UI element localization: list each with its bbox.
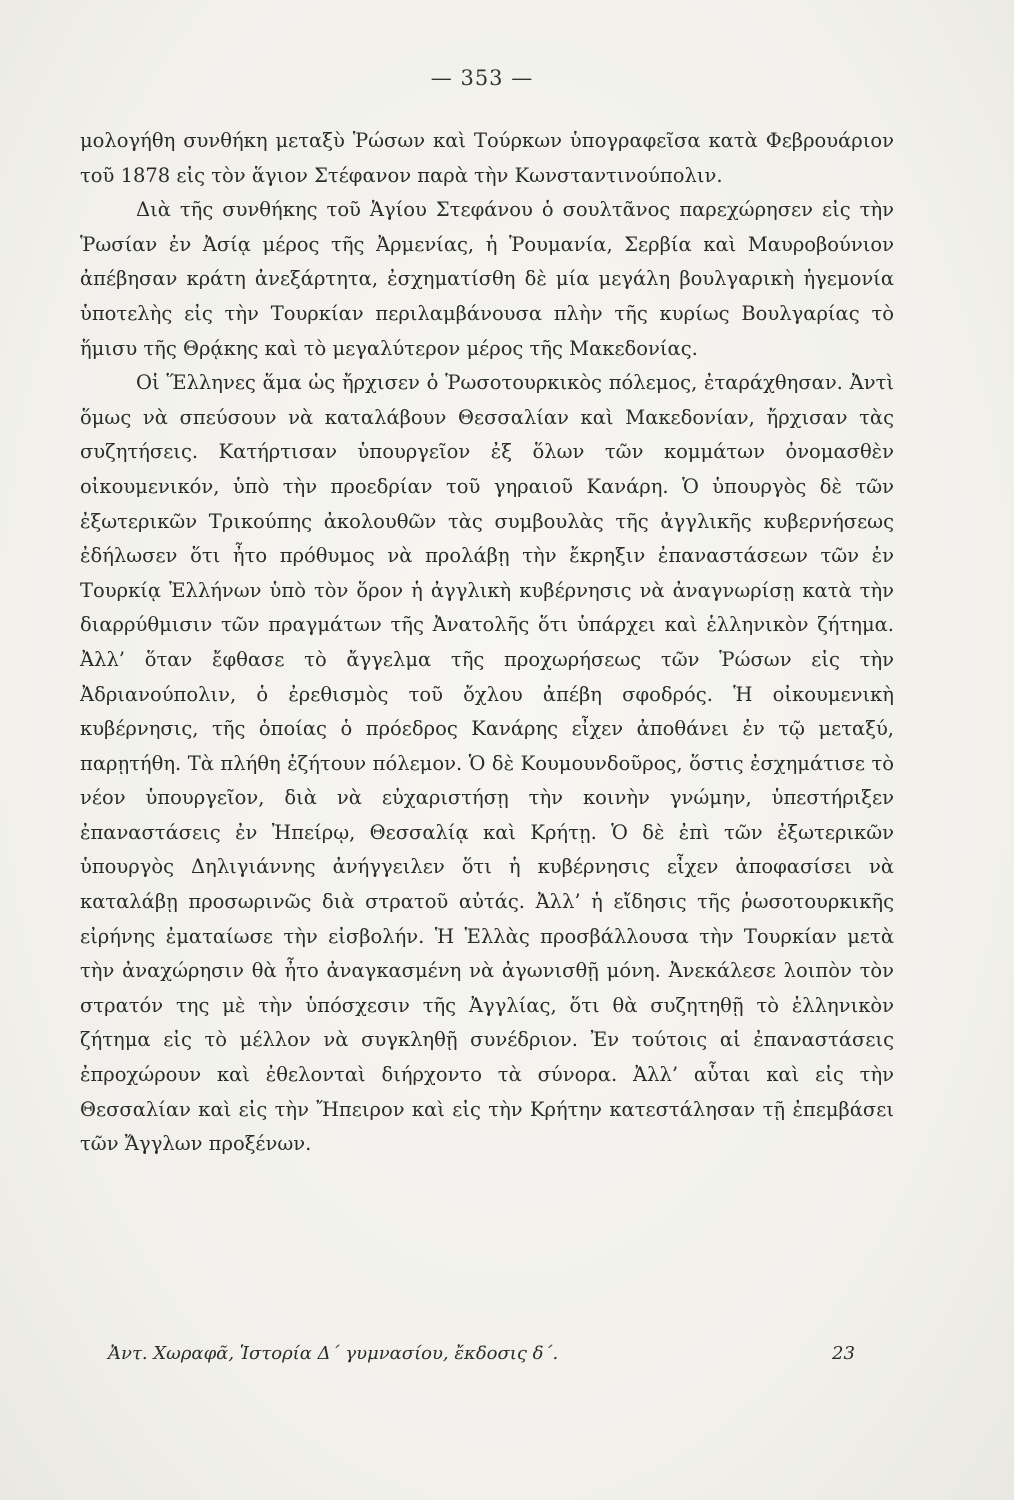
footer-credit: Ἀντ. Χωραφᾶ, Ἱστορία Δ΄ γυμνασίου, ἔκδοσις δ΄. (108, 1343, 559, 1364)
paragraph-greeks: Οἱ Ἕλληνες ἅμα ὡς ἤρχισεν ὁ Ῥωσοτουρκικὸς πόλεμος, ἐταράχθησαν. Ἀντὶ ὅμως νὰ σπεύσουν νὰ καταλάβουν Θεσσαλίαν καὶ Μακεδονίαν, ἤρχισαν τὰς συζητήσεις. Κατήρτισαν ὑπουργεῖον ἐξ ὅλων τῶν κομμάτων ὀνομασθὲν οἰκουμενικόν, ὑπὸ τὴν προεδρίαν τοῦ γηραιοῦ Κανάρη. Ὁ ὑπουργὸς δὲ τῶν ἐξωτερικῶν Τρικούπης ἀκολουθῶν τὰς συμβουλὰς τῆς ἀγγλικῆς κυβερνήσεως ἐδήλωσεν ὅτι ἦτο πρόθυμος νὰ προλάβῃ τὴν ἔκρηξιν ἐπαναστάσεων τῶν ἐν Τουρκίᾳ Ἑλλήνων ὑπὸ τὸν ὅρον ἡ ἀγγλικὴ κυβέρνησις νὰ ἀναγνωρίσῃ κατὰ τὴν διαρρύθμισιν τῶν πραγμάτων τῆς Ἀνατολῆς ὅτι ὑπάρχει καὶ ἑλληνικὸν ζήτημα. Ἀλλ’ ὅταν ἔφθασε τὸ ἄγγελμα τῆς προχωρήσεως τῶν Ῥώσων εἰς τὴν Ἀδριανούπολιν, ὁ ἐρεθισμὸς τοῦ ὄχλου ἀπέβη σφοδρός. Ἡ οἰκουμενικὴ κυβέρνησις, τῆς ὁποίας ὁ πρόεδρος Κανάρης εἶχεν ἀποθάνει ἐν τῷ μεταξύ, παρῃτήθη. Τὰ πλήθη ἐζήτουν πόλεμον. Ὁ δὲ Κουμουνδοῦρος, ὅστις ἐσχημάτισε τὸ νέον ὑπουργεῖον, διὰ νὰ εὐχαριστήσῃ τὴν κοινὴν γνώμην, ὑπεστήριξεν ἐπαναστάσεις ἐν Ἠπείρῳ, Θεσσαλίᾳ καὶ Κρήτῃ. Ὁ δὲ ἐπὶ τῶν ἐξωτερικῶν ὑπουργὸς Δηλιγιάννης ἀνήγγειλεν ὅτι ἡ κυβέρνησις εἶχεν ἀποφασίσει νὰ καταλάβῃ προσωρινῶς διὰ στρατοῦ αὐτάς. Ἀλλ’ ἡ εἴδησις τῆς ῥωσοτουρκικῆς εἰρήνης ἐματαίωσε τὴν εἰσβολήν. Ἡ Ἑλλὰς προσβάλλουσα τὴν Τουρκίαν μετὰ τὴν ἀναχώρησιν θὰ ἦτο ἀναγκασμένη νὰ ἀγωνισθῇ μόνη. Ἀνεκάλεσε λοιπὸν τὸν στρατόν της μὲ τὴν ὑπόσχεσιν τῆς Ἀγγλίας, ὅτι θὰ συζητηθῇ τὸ ἑλληνικὸν ζήτημα εἰς τὸ μέλλον νὰ συγκληθῇ συνέδριον. Ἐν τούτοις αἱ ἐπαναστάσεις ἐπροχώρουν καὶ ἐθελονταὶ διήρχοντο τὰ σύνορα. Ἀλλ’ αὗται καὶ εἰς τὴν Θεσσαλίαν καὶ εἰς τὴν Ἤπειρον καὶ εἰς τὴν Κρήτην κατεστάλησαν τῇ ἐπεμβάσει τῶν Ἄγγλων προξένων. (80, 371, 894, 1156)
body-text (80, 124, 894, 1162)
paragraph-continuation: μολογήθη συνθήκη μεταξὺ Ῥώσων καὶ Τούρκων ὑπογραφεῖσα κατὰ Φεβρουάριον τοῦ 1878 εἰς τὸν ἅγιον Στέφανον παρὰ τὴν Κωνσταντινούπολιν. (80, 129, 894, 187)
paragraph-treaty: Διὰ τῆς συνθήκης τοῦ Ἁγίου Στεφάνου ὁ σουλτᾶνος παρεχώρησεν εἰς τὴν Ῥωσίαν ἐν Ἀσίᾳ μέρος τῆς Ἀρμενίας, ἡ Ῥουμανία, Σερβία καὶ Μαυροβούνιον ἀπέβησαν κράτη ἀνεξάρτητα, ἐσχηματίσθη δὲ μία μεγάλη βουλγαρικὴ ἡγεμονία ὑποτελὴς εἰς τὴν Τουρκίαν περιλαμβάνουσα πλὴν τῆς κυρίως Βουλγαρίας τὸ ἥμισυ τῆς Θρᾴκης καὶ τὸ μεγαλύτερον μέρος τῆς Μακεδονίας. (80, 198, 894, 360)
signature-number: 23 (832, 1343, 855, 1364)
page-number: — 353 — (430, 66, 534, 90)
